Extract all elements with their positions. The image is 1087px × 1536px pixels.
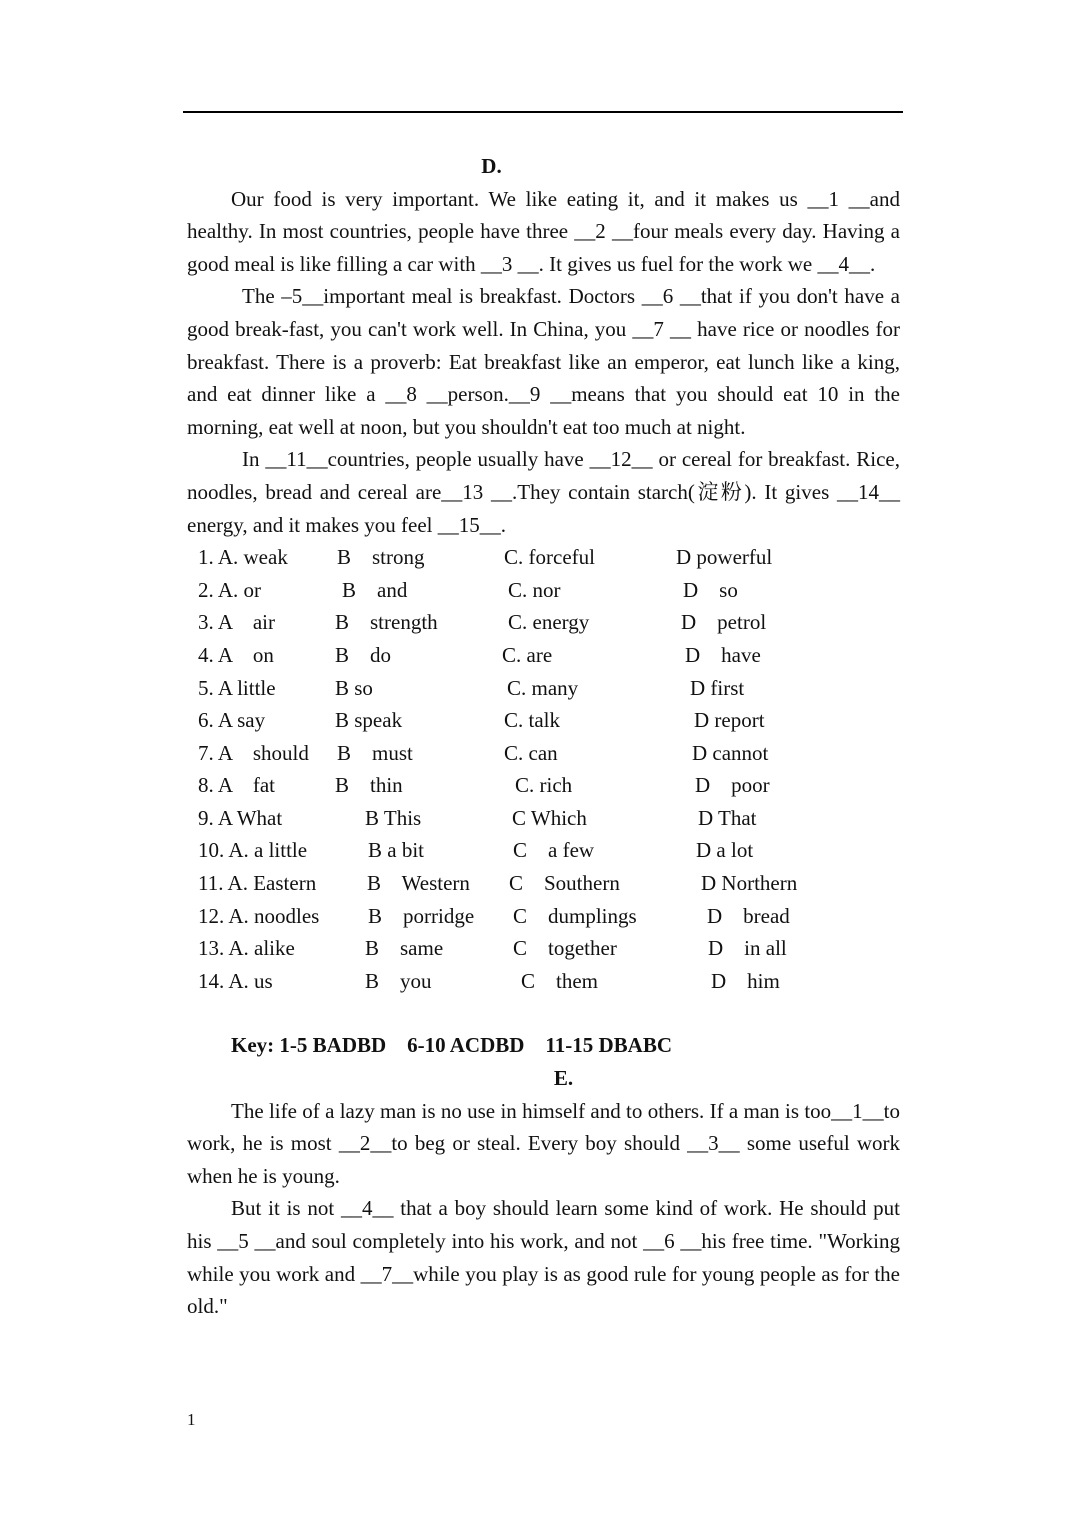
option-cell: D bread [707, 903, 790, 928]
option-cell: D him [711, 968, 780, 993]
option-cell: 2. A. or [198, 577, 261, 602]
option-cell: B Western [367, 871, 470, 896]
option-row [187, 541, 900, 574]
option-cell: B you [365, 968, 432, 993]
option-row [187, 834, 900, 867]
option-row [187, 867, 900, 900]
section-d-heading: D. [481, 154, 502, 178]
option-cell: D report [694, 708, 765, 733]
option-row [187, 932, 900, 965]
option-cell: B speak [335, 708, 403, 733]
option-cell: 10. A. a little [198, 838, 308, 863]
option-cell: D powerful [676, 545, 773, 570]
option-row [187, 965, 900, 998]
option-cell: C a few [513, 838, 595, 863]
option-cell: 12. A. noodles [198, 903, 320, 928]
option-cell: 4. A on [198, 642, 274, 667]
option-cell: B This [365, 805, 422, 830]
section-e-paragraph-1: The life of a lazy man is no use in himself and to others. If a man is too__1__to work, he is most __2__to beg or steal. Every boy should __3__ some useful work when he is young. [187, 1098, 900, 1188]
option-cell: C. talk [504, 708, 560, 733]
option-cell: 6. A say [198, 708, 266, 733]
section-e-paragraph-2: But it is not __4__ that a boy should learn some kind of work. He should put his __5 __and soul completely into his work, and not __6 __his free time. "Working while you work and __7__while you play is as good rule for young people as for the old." [187, 1196, 900, 1319]
options-list [187, 541, 900, 997]
option-cell: B same [365, 936, 444, 961]
header-rule [183, 111, 903, 113]
option-row [187, 769, 900, 802]
option-cell: D so [683, 577, 738, 602]
option-cell: C Which [512, 805, 587, 830]
option-row [187, 900, 900, 933]
page-number: 1 [187, 1410, 196, 1429]
option-row [187, 737, 900, 770]
section-e-heading: E. [553, 1066, 574, 1091]
option-cell: C together [513, 936, 617, 961]
option-cell: C them [521, 968, 598, 993]
section-d-paragraph-3: In __11__countries, people usually have __12__ or cereal for breakfast. Rice, noodles, bread and cereal are__13 __.They contain starch(淀粉). It gives __14__ energy, and it makes you feel __15__. [187, 447, 900, 537]
option-cell: C. forceful [504, 545, 595, 570]
option-cell: D a lot [696, 838, 754, 863]
option-cell: 1. A. weak [198, 545, 288, 570]
option-cell: B and [342, 577, 408, 602]
option-row [187, 639, 900, 672]
option-cell: D Northern [701, 871, 798, 896]
option-cell: B porridge [368, 903, 475, 928]
option-cell: 11. A. Eastern [198, 871, 317, 896]
option-row [187, 574, 900, 607]
option-cell: C. energy [508, 610, 590, 635]
option-cell: C Southern [509, 871, 620, 896]
option-cell: C. can [504, 740, 558, 765]
option-cell: B thin [335, 773, 403, 798]
section-d-paragraph-2: The –5__important meal is breakfast. Doctors __6 __that if you don't have a good break-fast, you can't work well. In China, you __7 __ have rice or noodles for breakfast. There is a proverb: Eat breakfast like an emperor, eat lunch like a king, and eat dinner like a __8 __person.__9 __means that you should eat 10 in the morning, eat well at noon, but you shouldn't eat too much at night. [187, 284, 900, 439]
option-cell: D cannot [692, 740, 769, 765]
option-cell: B a bit [368, 838, 424, 863]
option-cell: C. nor [508, 577, 561, 602]
option-row [187, 802, 900, 835]
option-cell: 5. A little [198, 675, 276, 700]
option-row [187, 606, 900, 639]
answer-key: Key: 1-5 BADBD 6-10 ACDBD 11-15 DBABC [231, 1033, 672, 1058]
option-cell: D petrol [681, 610, 767, 635]
option-cell: B strength [335, 610, 438, 635]
option-cell: D poor [695, 773, 770, 798]
option-row [187, 704, 900, 737]
option-cell: D in all [708, 936, 787, 961]
option-cell: 3. A air [198, 610, 275, 635]
document-body [187, 150, 900, 1323]
option-cell: 9. A What [198, 805, 283, 830]
option-cell: D first [690, 675, 745, 700]
option-cell: 8. A fat [198, 773, 275, 798]
option-cell: B so [335, 675, 373, 700]
option-cell: B strong [337, 545, 425, 570]
option-row [187, 672, 900, 705]
option-cell: 7. A should [198, 740, 309, 765]
option-cell: B do [335, 642, 392, 667]
option-cell: C. rich [515, 773, 573, 798]
option-cell: 13. A. alike [198, 936, 295, 961]
option-cell: C dumplings [513, 903, 637, 928]
option-cell: D That [698, 805, 757, 830]
option-cell: C. are [502, 642, 553, 667]
option-cell: D have [685, 642, 761, 667]
option-cell: 14. A. us [198, 968, 273, 993]
option-cell: B must [337, 740, 413, 765]
section-d-paragraph-1: Our food is very important. We like eating it, and it makes us __1 __and healthy. In most countries, people have three __2 __four meals every day. Having a good meal is like filling a car with __3 __. It gives us fuel for the work we __4__. [187, 186, 900, 276]
option-cell: C. many [507, 675, 579, 700]
